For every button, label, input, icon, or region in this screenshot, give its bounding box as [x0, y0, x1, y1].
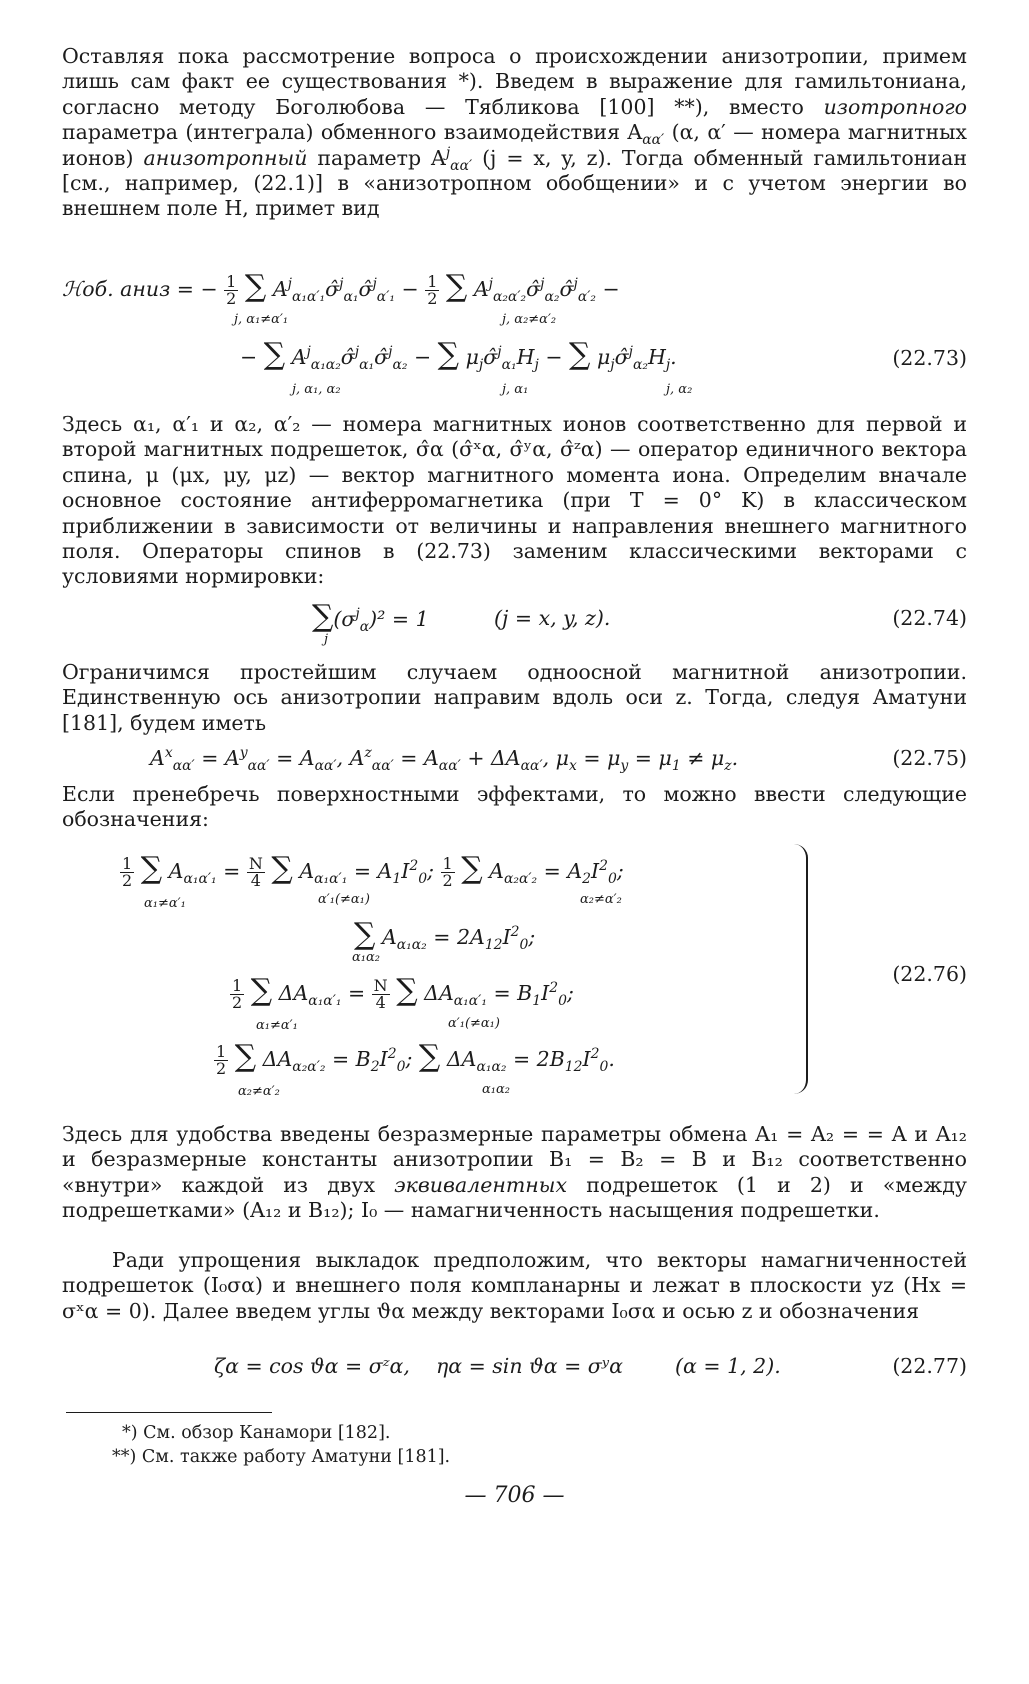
equation-number: (22.76): [892, 962, 967, 986]
equation-22-76: $\frac{1}{2}$ ∑ $A_{\alpha_1\alpha'_1}$ = $\frac{N}{4}$ ∑ $A_{\alpha_1\alpha'_1} = A_1I^2_0$; $\frac{1}{2}$ ∑ $A_{\alpha_2\alpha'_2} = A_2I^2_0$; α₁≠α′₁ α′₁(≠α₁) α₂≠α′₂ ∑ $A_{\alpha_1\alpha_2} = 2A_{12}I^2_0$; α₁α₂ $\frac{1}{2}$ ∑ $\Delta A_{\alpha_1\alpha'_1}$ = $\frac{N}{4}$ ∑ $\Delta A_{\alpha_1\alpha'_1} = B_1I^2_0$; α₁≠α′₁ α′₁(≠α₁) $\frac{1}{2}$ ∑ $\Delta A_{\alpha_2\alpha'_2} = B_2I^2_0$; ∑ $\Delta A_{\alpha_1\alpha_2} = 2B_{12}I^2_0$. α₂≠α′₂ α₁α₂ (22.76): [122, 851, 967, 1099]
paragraph-surface: Если пренебречь поверхностными эффектами, то можно ввести следующие обозначения:: [62, 782, 967, 832]
equation-22-74: $\sum(\sigma^j_\alpha)^2 = 1$ j (j = x, y, z). (22.74): [312, 599, 967, 647]
right-brace: [792, 844, 808, 1094]
page-number: — 706 —: [464, 1483, 565, 1508]
paragraph-intro: Оставляя пока рассмотрение вопроса о происхождении анизотропии, примем лишь сам факт ее существования *). Введем в выражение для гамильтониана, согласно методу Боголюбова — Тябликова [100] **), вместо изотропного параметра (интеграла) обменного взаимодействия $A_{\alpha\alpha'}$ (α, α′ — номера магнитных ионов) анизотропный параметр $A^j_{\alpha\alpha'}$ (j = x, y, z). Тогда обменный гамильтониан [см., например, (22.1)] в «анизотропном обобщении» и с учетом энергии во внешнем поле H, примет вид: [62, 44, 967, 221]
equation-body: ζα = cos ϑα = σᶻα, ηα = sin ϑα = σʸα (α = 1, 2).: [214, 1354, 781, 1378]
equation-number: (22.77): [892, 1354, 967, 1378]
hamiltonian-symbol: ℋоб. аниз: [62, 277, 171, 301]
paragraph-notation: Здесь α₁, α′₁ и α₂, α′₂ — номера магнитных ионов соответственно для первой и второй магнитных подрешеток, σ̂α (σ̂ˣα, σ̂ʸα, σ̂ᶻα) — оператор единичного вектора спина, μ (μx, μy, μz) — вектор магнитного момента иона. Определим вначале основное состояние антиферромагнетика (при T = 0° K) в классическом приближении в зависимости от величины и направления внешнего магнитного поля. Операторы спинов в (22.73) заменим классическими векторами с условиями нормировки:: [62, 412, 967, 589]
equation-22-77: [62, 1352, 967, 1386]
equation-number: (22.73): [892, 346, 967, 370]
equation-condition: (j = x, y, z).: [494, 606, 611, 630]
paragraph-anisotropy: Ограничимся простейшим случаем одноосной магнитной анизотропии. Единственную ось анизотропии направим вдоль оси z. Тогда, следуя Аматуни [181], будем иметь: [62, 660, 967, 735]
main-text: [62, 44, 967, 222]
paragraph-simplification: Ради упрощения выкладок предположим, что векторы намагниченностей подрешеток (I₀σα) и внешнего поля компланарны и лежат в плоскости yz (Hx = σˣα = 0). Далее введем углы ϑα между векторами I₀σα и осью z и обозначения: [62, 1248, 967, 1323]
footnote-1: *) См. обзор Канамори [182].: [122, 1423, 391, 1443]
equation-number: (22.74): [892, 606, 967, 630]
equation-number: (22.75): [892, 746, 967, 770]
footnote-rule: [66, 1412, 272, 1413]
equation-22-75: $A^x_{\alpha\alpha'} = A^y_{\alpha\alpha'} = A_{\alpha\alpha'}$, $A^z_{\alpha\alpha'} = A_{\alpha\alpha'} + \Delta A_{\alpha\alpha'}$, $\mu_x = \mu_y = \mu_1 \ne \mu_z$. (22.75): [150, 745, 967, 775]
paragraph-parameters: Здесь для удобства введены безразмерные параметры обмена A₁ = A₂ = = A и A₁₂ и безразмерные константы анизотропии B₁ = B₂ = B и B₁₂ соответственно «внутри» каждой из двух эквивалентных подрешеток (1 и 2) и «между подрешетками» (A₁₂ и B₁₂); I₀ — намагниченность насыщения подрешетки.: [62, 1122, 967, 1223]
footnote-2: **) См. также работу Аматуни [181].: [112, 1447, 451, 1467]
equation-22-73: ℋоб. аниз = − $\frac{1}{2}$ ∑ $A^j_{\alpha_1\alpha'_1}\sigmâ^j_{\alpha_1}\sigmâ^j_{\alpha'_1}$ − $\frac{1}{2}$ ∑ $A^j_{\alpha_2\alpha'_2}\sigmâ^j_{\alpha_2}\sigmâ^j_{\alpha'_2}$ − j, α₁≠α′₁ j, α₂≠α′₂ − ∑ $A^j_{\alpha_1\alpha_2}\sigmâ^j_{\alpha_1}\sigmâ^j_{\alpha_2}$ − ∑ $\mu_j\sigmâ^j_{\alpha_1}H_j$ − ∑ $\mu_j\sigmâ^j_{\alpha_2}H_j$. j, α₁, α₂ j, α₁ j, α₂ (22.73): [62, 269, 967, 397]
